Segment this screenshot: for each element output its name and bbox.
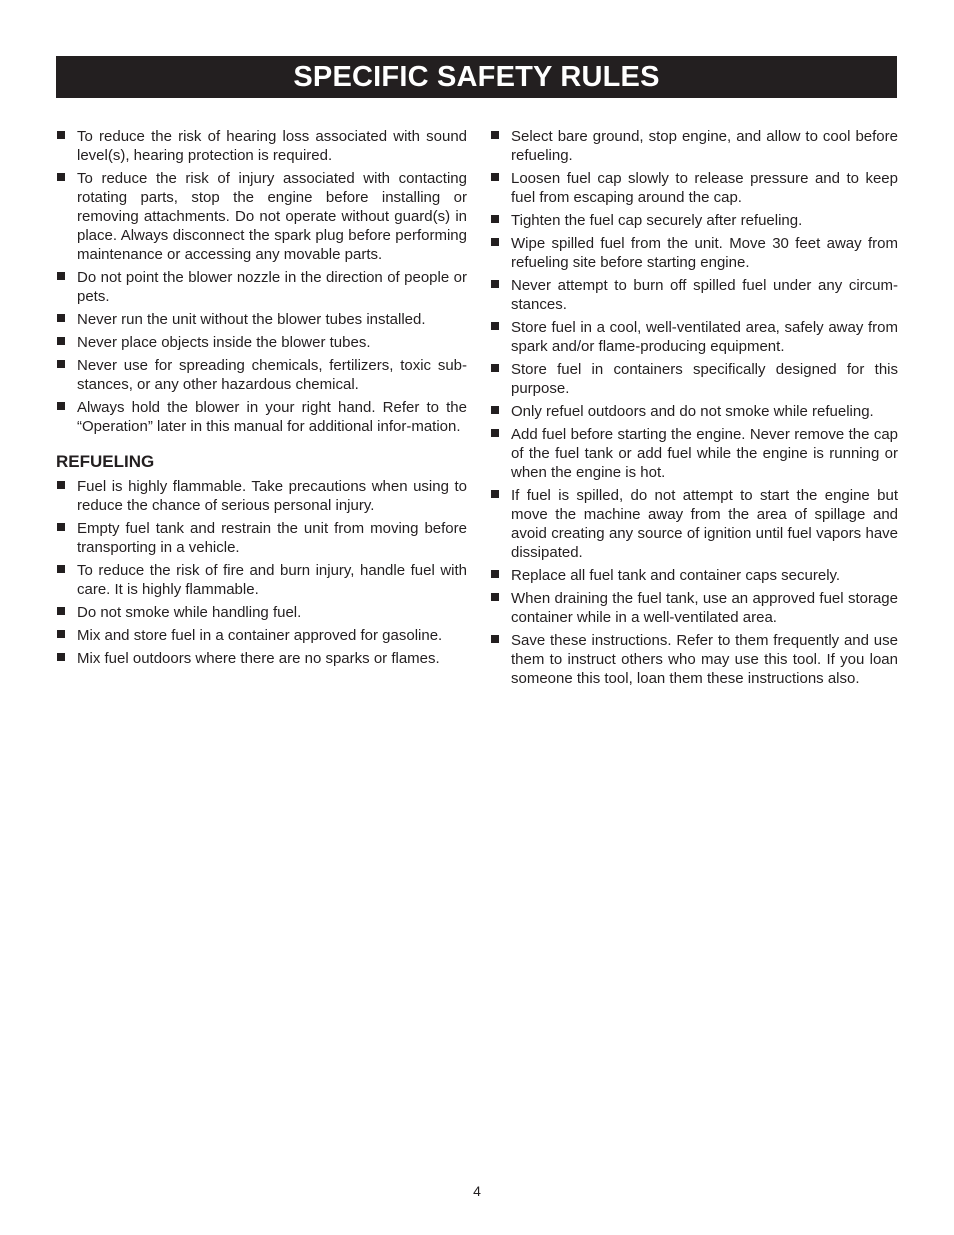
square-bullet-icon [491,593,499,601]
list-item: Select bare ground, stop engine, and allow to cool before refueling. [490,127,898,165]
list-item: If fuel is spilled, do not attempt to start the engine but move the machine away from the area of spillage and avoid creating any source of ignition until fuel vapors have dissipated. [490,486,898,562]
list-item: When draining the fuel tank, use an approved fuel storage container while in a well-ventilated area. [490,589,898,627]
page-number: 4 [473,1183,481,1199]
list-item: Do not smoke while handling fuel. [56,603,467,622]
square-bullet-icon [57,565,65,573]
list-item: Only refuel outdoors and do not smoke while refueling. [490,402,898,421]
square-bullet-icon [57,360,65,368]
square-bullet-icon [57,523,65,531]
list-item: Mix and store fuel in a container approved for gasoline. [56,626,467,645]
square-bullet-icon [491,490,499,498]
square-bullet-icon [57,131,65,139]
list-item: To reduce the risk of injury associated with contacting rotating parts, stop the engine before installing or removing attachments. Do not operate without guard(s) in place. Always disconnect the spark plug before performing maintenance or accessing any movable parts. [56,169,467,264]
list-item: Store fuel in containers specifically designed for this purpose. [490,360,898,398]
square-bullet-icon [57,607,65,615]
title-banner [56,56,897,98]
list-item: Empty fuel tank and restrain the unit from moving before transporting in a vehicle. [56,519,467,557]
refueling-heading: REFUELING [56,452,155,471]
list-item: Tighten the fuel cap securely after refueling. [490,211,898,230]
left-column [56,127,467,672]
list-item: Mix fuel outdoors where there are no sparks or flames. [56,649,467,668]
list-item: Always hold the blower in your right hand. Refer to the “Operation” later in this manual for additional infor-mation. [56,398,467,436]
list-item: To reduce the risk of hearing loss associated with sound level(s), hearing protection is required. [56,127,467,165]
square-bullet-icon [57,272,65,280]
page-title: SPECIFIC SAFETY RULES [293,61,660,93]
square-bullet-icon [491,215,499,223]
square-bullet-icon [491,322,499,330]
square-bullet-icon [57,402,65,410]
list-item: Never run the unit without the blower tubes installed. [56,310,467,329]
list-item: Fuel is highly flammable. Take precautions when using to reduce the chance of serious personal injury. [56,477,467,515]
square-bullet-icon [57,630,65,638]
square-bullet-icon [491,635,499,643]
list-item: Store fuel in a cool, well-ventilated area, safely away from spark and/or flame-producing equipment. [490,318,898,356]
list-item: Never place objects inside the blower tubes. [56,333,467,352]
list-item: Replace all fuel tank and container caps securely. [490,566,898,585]
square-bullet-icon [491,280,499,288]
list-item: Add fuel before starting the engine. Never remove the cap of the fuel tank or add fuel while the engine is running or when the engine is hot. [490,425,898,482]
square-bullet-icon [491,429,499,437]
list-item: Wipe spilled fuel from the unit. Move 30 feet away from refueling site before starting engine. [490,234,898,272]
general-rules-list [56,127,467,436]
square-bullet-icon [491,570,499,578]
list-item: Never attempt to burn off spilled fuel under any circum-stances. [490,276,898,314]
square-bullet-icon [57,173,65,181]
square-bullet-icon [491,406,499,414]
square-bullet-icon [57,337,65,345]
list-item: Loosen fuel cap slowly to release pressure and to keep fuel from escaping around the cap. [490,169,898,207]
square-bullet-icon [57,653,65,661]
refueling-rules-list [56,477,467,668]
list-item: Never use for spreading chemicals, fertilizers, toxic sub-stances, or any other hazardous chemical. [56,356,467,394]
list-item: Save these instructions. Refer to them frequently and use them to instruct others who may use this tool. If you loan someone this tool, loan them these instructions also. [490,631,898,688]
list-item: Do not point the blower nozzle in the direction of people or pets. [56,268,467,306]
square-bullet-icon [57,481,65,489]
square-bullet-icon [491,131,499,139]
square-bullet-icon [491,364,499,372]
square-bullet-icon [491,173,499,181]
right-column [490,127,898,692]
list-item: To reduce the risk of fire and burn injury, handle fuel with care. It is highly flammable. [56,561,467,599]
refueling-continued-list [490,127,898,688]
square-bullet-icon [491,238,499,246]
square-bullet-icon [57,314,65,322]
